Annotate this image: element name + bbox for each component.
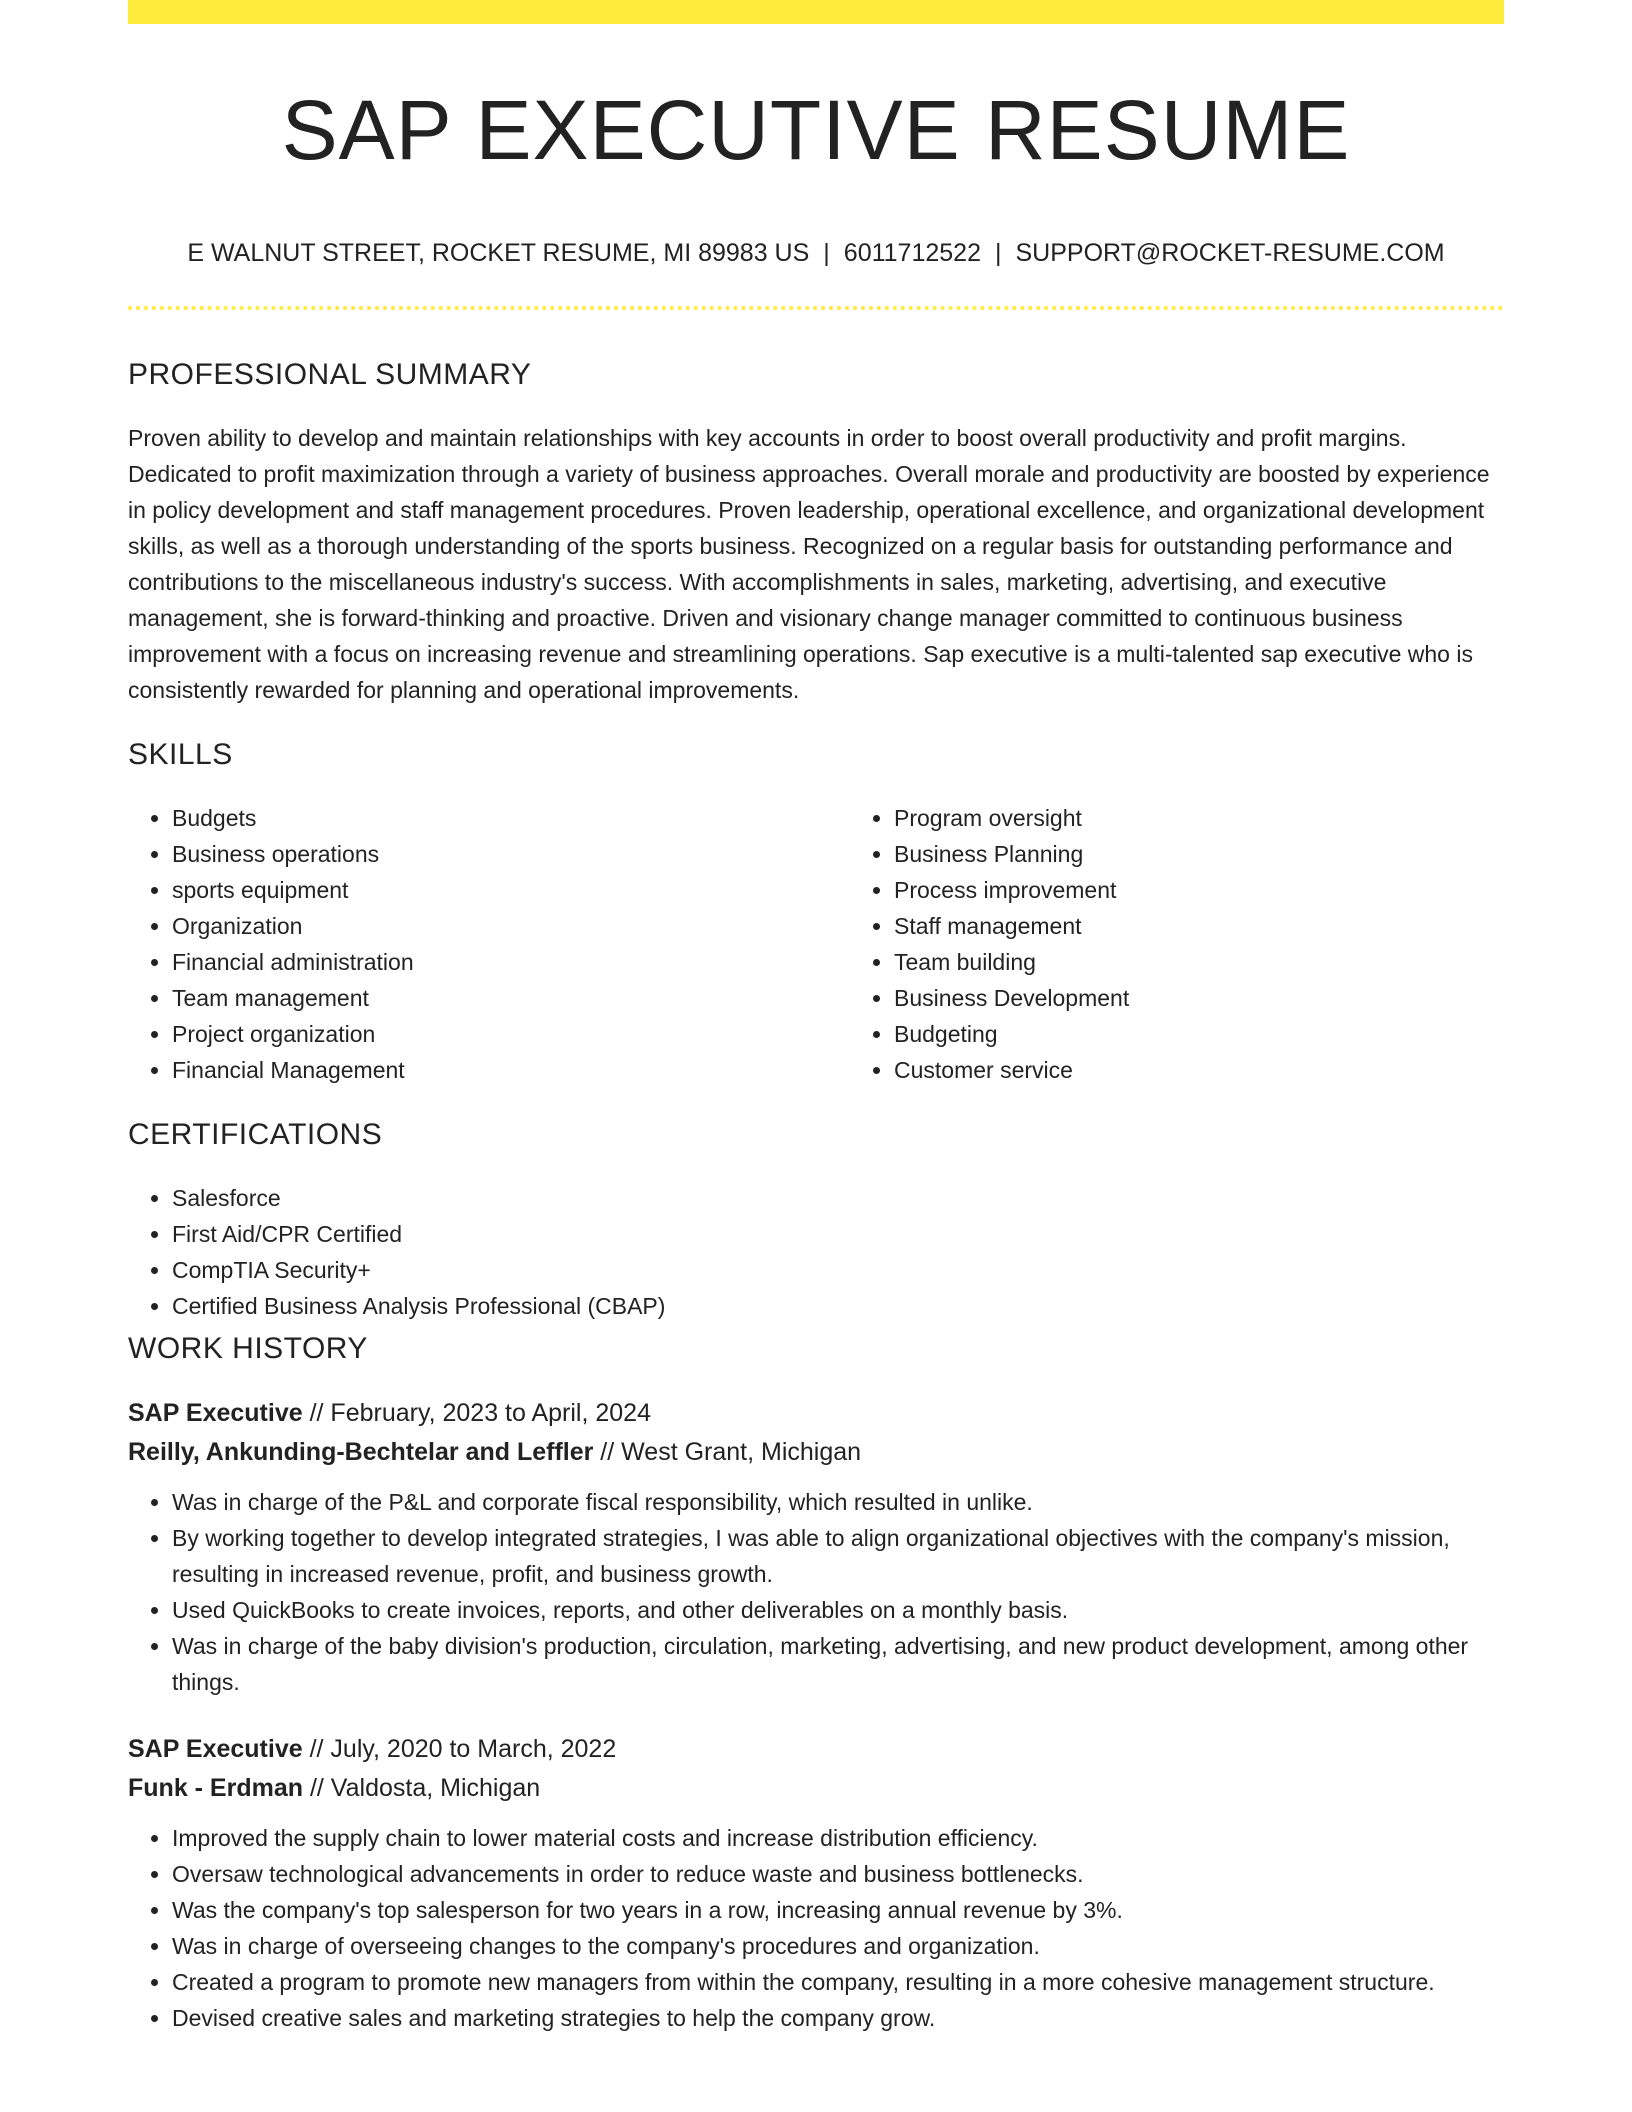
skill-item: • Organization — [172, 908, 850, 944]
skill-item: • Staff management — [894, 908, 1572, 944]
job-company: Funk - Erdman — [128, 1774, 304, 1802]
skill-item: • Program oversight — [894, 800, 1572, 836]
skill-item: • Project organization — [172, 1016, 850, 1052]
job-location: // West Grant, Michigan — [593, 1438, 862, 1466]
section-heading-certifications: CERTIFICATIONS — [128, 1118, 383, 1151]
certifications-section — [128, 1110, 1504, 1324]
job-dates: // July, 2020 to March, 2022 — [302, 1735, 617, 1763]
job-responsibilities — [128, 1820, 1504, 2036]
job-title-line — [128, 1394, 1504, 1433]
job-title: SAP Executive — [128, 1735, 303, 1763]
skills-section — [128, 730, 1504, 1088]
job-company: Reilly, Ankunding-Bechtelar and Leffler — [128, 1438, 594, 1466]
resume-content — [128, 350, 1504, 2054]
skill-item: • Business Planning — [894, 836, 1572, 872]
job-dates: // February, 2023 to April, 2024 — [302, 1399, 651, 1427]
skills-list-right — [850, 800, 1572, 1088]
job-bullet: • Oversaw technological advancements in order to reduce waste and business bottlenecks. — [172, 1856, 1504, 1892]
section-heading-work-history: WORK HISTORY — [128, 1332, 368, 1365]
job-bullet: • Devised creative sales and marketing strategies to help the company grow. — [172, 2000, 1504, 2036]
job-company-line — [128, 1433, 1504, 1472]
job-responsibilities — [128, 1484, 1504, 1700]
contact-address: E WALNUT STREET, ROCKET RESUME, MI 89983 US — [187, 239, 810, 267]
skill-item: • Budgeting — [894, 1016, 1572, 1052]
resume-title: SAP EXECUTIVE RESUME — [281, 83, 1351, 177]
job-bullet: • Created a program to promote new managers from within the company, resulting in a more cohesive management structure. — [172, 1964, 1504, 2000]
professional-summary-section — [128, 350, 1504, 708]
skill-item: • Budgets — [172, 800, 850, 836]
skill-item: • Financial administration — [172, 944, 850, 980]
contact-separator: | — [823, 239, 830, 267]
certification-item: • First Aid/CPR Certified — [172, 1216, 1504, 1252]
skill-item: • Business Development — [894, 980, 1572, 1016]
skill-item: • Process improvement — [894, 872, 1572, 908]
skill-item: • Business operations — [172, 836, 850, 872]
contact-line — [128, 236, 1504, 270]
contact-phone: 6011712522 — [843, 239, 981, 267]
certification-item: • CompTIA Security+ — [172, 1252, 1504, 1288]
skill-item: • Team management — [172, 980, 850, 1016]
certification-item: • Certified Business Analysis Professional (CBAP) — [172, 1288, 1504, 1324]
job-location: // Valdosta, Michigan — [303, 1774, 541, 1802]
contact-email: SUPPORT@ROCKET-RESUME.COM — [1015, 239, 1445, 267]
job-bullet: • Was the company's top salesperson for two years in a row, increasing annual revenue by 3%. — [172, 1892, 1504, 1928]
skill-item: • sports equipment — [172, 872, 850, 908]
section-heading-skills: SKILLS — [128, 738, 233, 771]
job-bullet: • Was in charge of overseeing changes to the company's procedures and organization. — [172, 1928, 1504, 1964]
job-bullet: • Improved the supply chain to lower material costs and increase distribution efficiency. — [172, 1820, 1504, 1856]
summary-text: Proven ability to develop and maintain relationships with key accounts in order to boost overall productivity and profit margins. Dedicated to profit maximization through a variety of business approaches. Overall morale and productivity are boosted by experience in policy development and staff management procedures. Proven leadership, operational excellence, and organizational development skills, as well as a thorough understanding of the sports business. Recognized on a regular basis for outstanding performance and contributions to the miscellaneous industry's success. With accomplishments in sales, marketing, advertising, and executive management, she is forward-thinking and proactive. Driven and visionary change manager committed to continuous business improvement with a focus on increasing revenue and streamlining operations. Sap executive is a multi-talented sap executive who is consistently rewarded for planning and operational improvements. — [128, 425, 1490, 703]
contact-separator: | — [994, 239, 1002, 267]
work-history-section — [128, 1324, 1504, 2036]
job-title-line — [128, 1730, 1504, 1769]
skill-item: • Team building — [894, 944, 1572, 980]
job-bullet: • Was in charge of the P&L and corporate fiscal responsibility, which resulted in unlike. — [172, 1484, 1504, 1520]
job-company-line — [128, 1769, 1504, 1808]
job-bullet: • By working together to develop integrated strategies, I was able to align organizational objectives with the company's mission, resulting in increased revenue, profit, and business growth. — [172, 1520, 1504, 1592]
job-entry — [128, 1730, 1504, 2036]
certification-item: • Salesforce — [172, 1180, 1504, 1216]
header-divider — [128, 306, 1504, 310]
top-accent-bar — [128, 0, 1504, 24]
job-bullet: • Used QuickBooks to create invoices, reports, and other deliverables on a monthly basis. — [172, 1592, 1504, 1628]
skills-list-left — [128, 800, 850, 1088]
job-title: SAP Executive — [128, 1399, 303, 1427]
section-heading-summary: PROFESSIONAL SUMMARY — [128, 358, 532, 391]
job-bullet: • Was in charge of the baby division's production, circulation, marketing, advertising, and new product development, among other things. — [172, 1628, 1504, 1700]
skill-item: • Customer service — [894, 1052, 1572, 1088]
certifications-list — [128, 1180, 1504, 1324]
skill-item: • Financial Management — [172, 1052, 850, 1088]
skills-grid — [128, 800, 1504, 1088]
job-entry — [128, 1394, 1504, 1700]
